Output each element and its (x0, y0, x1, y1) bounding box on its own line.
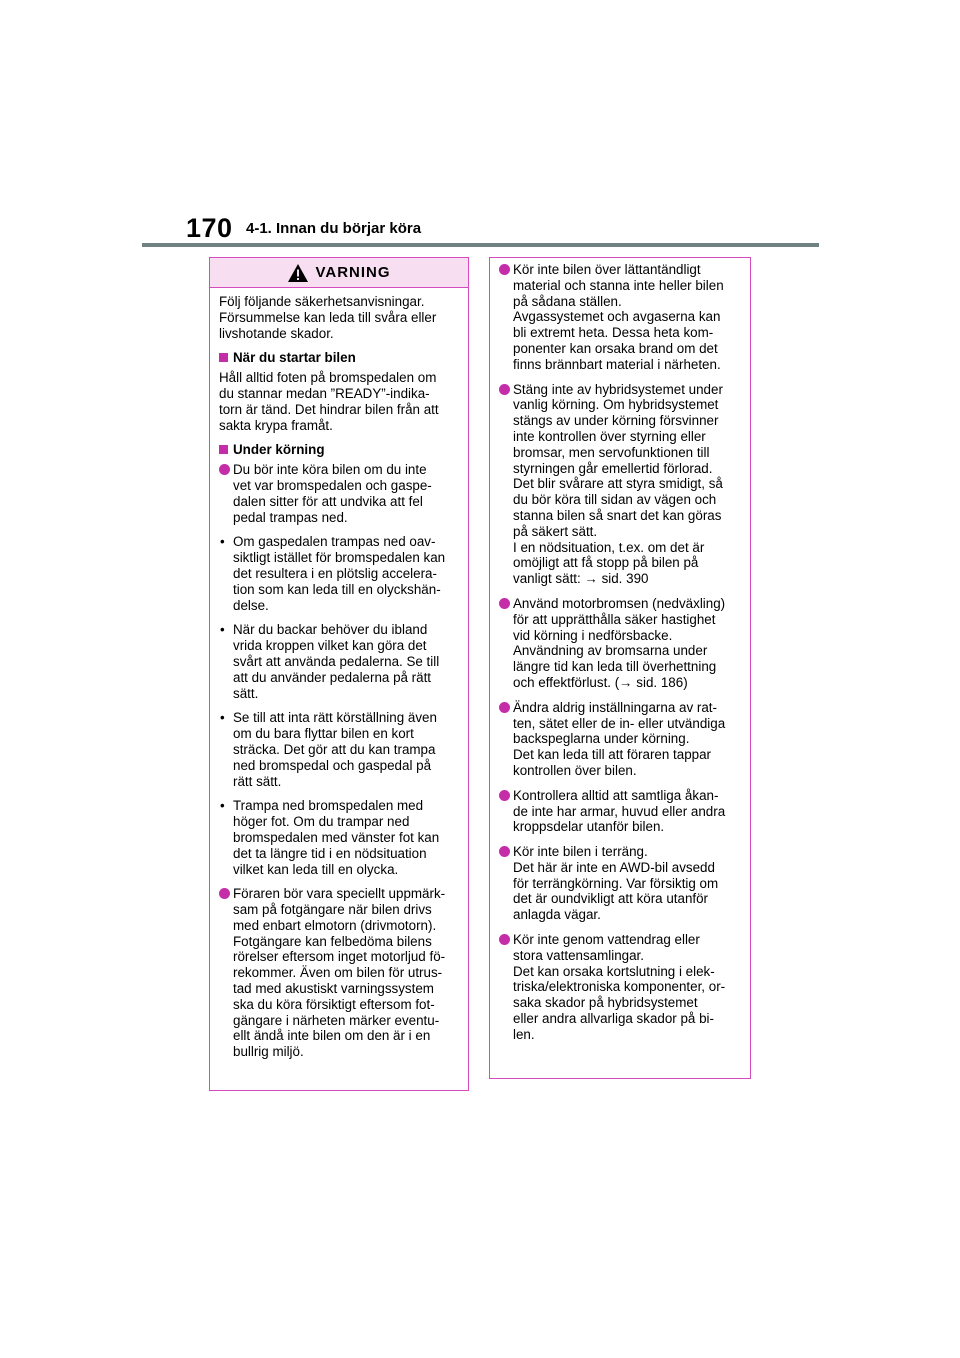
warning-header (210, 258, 468, 288)
round-bullet-icon (499, 598, 510, 609)
sub-bullet-mark: • (220, 622, 225, 638)
sub-bullet-text: Trampa ned bromspedalen med höger fot. Om du trampar ned bromspedalen med vänster fot kan det ta längre tid i en nödsituation vilket kan leda till en olycka. (233, 798, 440, 877)
section-title: 4-1. Innan du börjar köra (246, 220, 422, 237)
round-bullet-icon (499, 934, 510, 945)
sub-bullet (219, 798, 460, 877)
bullet-text: Du bör inte köra bilen om du inte vet var bromspedalen och gaspe- dalen sitter för att undvika att fel pedal trampas ned. (233, 462, 432, 525)
sub-bullet-mark: • (220, 798, 225, 814)
warning-intro: Följ följande säkerhetsanvisningar. Försummelse kan leda till svåra eller livshotande skador. (219, 294, 437, 341)
round-bullet-icon (219, 464, 230, 475)
warning-bullet (499, 382, 742, 587)
warning-bullet (499, 844, 742, 923)
sub-bullet (219, 710, 460, 789)
sub-bullet-mark: • (220, 710, 225, 726)
round-bullet-icon (499, 846, 510, 857)
bullet-text: Ändra aldrig inställningarna av rat- ten, sätet eller de in- eller utvändiga backspeglarna under körning. Det kan leda till att föraren tappar kontrollen över bilen. (513, 699, 726, 778)
warning-bullet (219, 462, 460, 525)
warning-bullet (499, 700, 742, 779)
bullet-text: Kör inte bilen i terräng. Det här är inte en AWD-bil avsedd för terrängkörning. Var försiktig om det är oundvikligt att köra utanför anlagda vägar. (513, 844, 719, 923)
warning-box (209, 257, 469, 1091)
sub-bullet-text: När du backar behöver du ibland vrida kroppen vilket kan göra det svårt att använda pedalerna. Se till att du använder pedalerna på rätt sätt. (233, 622, 440, 701)
warning-bullet (219, 886, 460, 1060)
warning-bullet (499, 262, 742, 373)
warning-body-continued (490, 258, 750, 1043)
bullet-text: Kontrollera alltid att samtliga åkan- de inte har armar, huvud eller andra kroppsdelar utanför bilen. (513, 787, 726, 835)
warning-body (210, 288, 468, 1060)
section-heading-starting (219, 350, 460, 366)
round-bullet-icon (499, 384, 510, 395)
page-number: 170 (186, 213, 233, 243)
sub-bullet-text: Om gaspedalen trampas ned oav- siktligt istället för bromspedalen kan det resultera i en plötslig accelera- tion som kan leda till en olyckshän- delse. (233, 534, 446, 613)
header-rule (142, 243, 819, 247)
warning-triangle-icon (287, 263, 309, 283)
section-heading-driving (219, 442, 460, 458)
square-bullet-icon (219, 445, 228, 454)
square-bullet-icon (219, 353, 228, 362)
round-bullet-icon (219, 888, 230, 899)
sub-bullet (219, 534, 460, 613)
bullet-text: Kör inte genom vattendrag eller stora vattensamlingar. Det kan orsaka kortslutning i elek- triska/elektroniska komponenter, or- saka skador på hybridsystemet eller andra allvarliga skador på bi- len. (513, 932, 726, 1042)
round-bullet-icon (499, 790, 510, 801)
section-text-starting: Håll alltid foten på bromspedalen om du stannar medan ”READY”-indika- torn är tänd. Det hindrar bilen från att sakta krypa framåt. (219, 370, 439, 433)
warning-box-continued (489, 257, 751, 1079)
warning-bullet (499, 932, 742, 1043)
round-bullet-icon (499, 264, 510, 275)
page-header (186, 213, 826, 253)
section-heading-text: När du startar bilen (233, 350, 356, 366)
warning-bullet (499, 788, 742, 835)
warning-bullet (499, 596, 742, 691)
sub-bullet (219, 622, 460, 701)
round-bullet-icon (499, 702, 510, 713)
warning-title: VARNING (315, 264, 391, 281)
bullet-text: Föraren bör vara speciellt uppmärk- sam på fotgängare när bilen drivs med enbart elmotorn (drivmotorn). Fotgängare kan felbedöma bilens rörelser eftersom inget motorljud fö- rekommer. Även om bilen för utrus- tad med akustiskt varningssystem ska du köra försiktigt eftersom fot- gängare i närheten märker eventu- ellt ändå inte bilen om den är i en bullrig miljö. (233, 886, 446, 1060)
sub-bullet-text: Se till att inta rätt körställning även om du bara flyttar bilen en kort sträcka. Det gör att du kan trampa ned bromspedal och gaspedal på rätt sätt. (233, 710, 437, 789)
bullet-text: Stäng inte av hybridsystemet under vanlig körning. Om hybridsystemet stängs av under körning försvinner inte kontrollen över styrning eller bromsar, men servofunktionen till styrningen går emellertid förlorad. Det blir svårare att styra smidigt, så du bör köra till sidan av vägen och stanna bilen så snart det kan göras på säkert sätt. I en nödsituation, t.ex. om det är omöjligt att få stopp på bilen på vanligt sätt: → sid. 390 (513, 381, 723, 587)
sub-bullet-mark: • (220, 534, 225, 550)
bullet-text: Kör inte bilen över lättantändligt material och stanna inte heller bilen på sådana ställen. Avgassystemet och avgaserna kan bli extremt heta. Dessa heta kom- ponenter kan orsaka brand om det finns brännbart material i närheten. (513, 262, 724, 372)
bullet-text: Använd motorbromsen (nedväxling) för att upprätthålla säker hastighet vid körning i nedförsbacke. Användning av bromsarna under längre tid kan leda till överhettning och effektförlust. (→ sid. 186) (513, 595, 726, 690)
section-heading-text: Under körning (233, 442, 325, 458)
